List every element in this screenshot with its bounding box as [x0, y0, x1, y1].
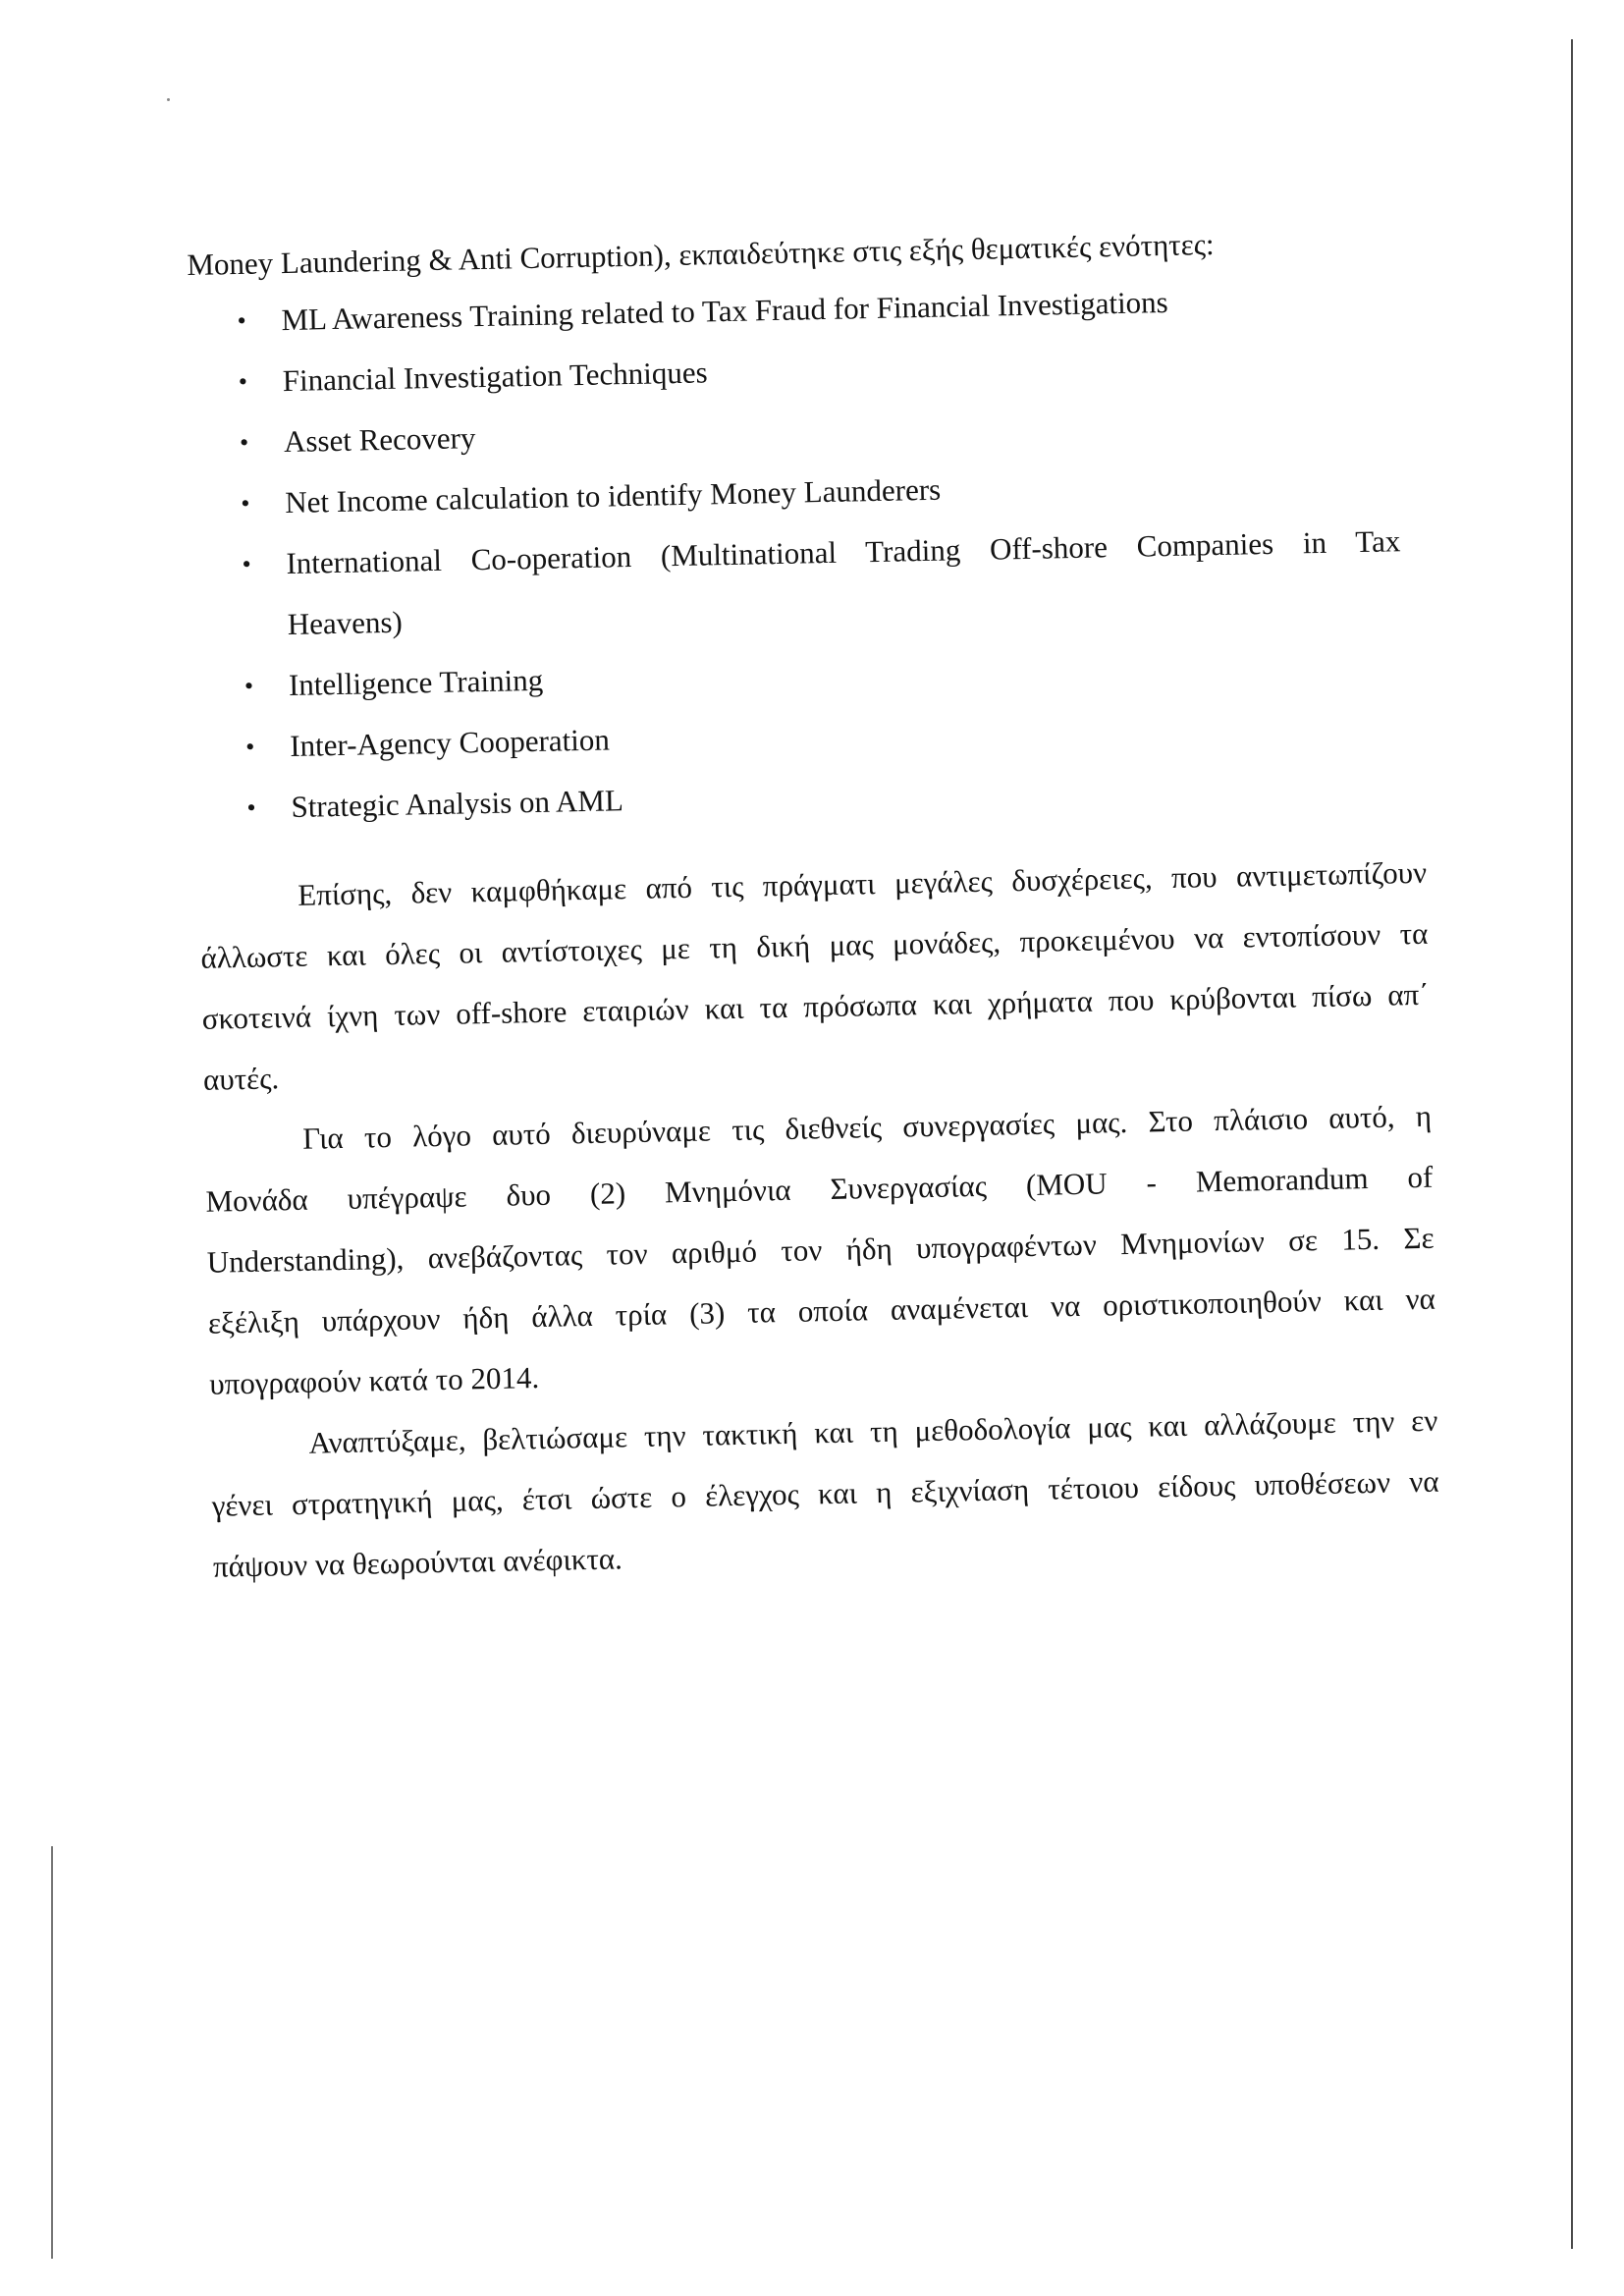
paragraph-strategy — [210, 1401, 1440, 1587]
bullet-icon: • — [237, 305, 246, 335]
paragraph-obstacles — [199, 853, 1431, 1100]
scan-speck — [167, 98, 170, 101]
list-item-text: Inter-Agency Cooperation — [289, 722, 611, 763]
scan-edge-left — [51, 1846, 53, 2259]
document-body — [187, 221, 1441, 1609]
bullet-icon: • — [242, 549, 251, 578]
paragraph-line: Για το λόγο αυτό διευρύναμε τις διεθνείς συνεργασίες μας. Στο πλάισιο αυτό, η — [301, 1098, 1433, 1156]
paragraph-line: Επίσης, δεν καμφθήκαμε από τις πράγματι μεγάλες δυσχέρειες, που αντιμετωπίζουν — [297, 854, 1428, 912]
list-item — [195, 643, 1424, 707]
list-item-text-continued: Heavens) — [287, 604, 404, 642]
paragraph-line: Understanding), ανεβάζοντας τον αριθμό τον ήδη υπογραφέντων Μνημονίων σε 15. Σε — [206, 1220, 1435, 1280]
list-item-text: Intelligence Training — [288, 662, 544, 702]
paragraph-line: Αναπτύξαμε, βελτιώσαμε την τακτική και τη μεθοδολογία μας και αλλάζουμε την εν — [308, 1402, 1438, 1460]
list-item-text: Net Income calculation to identify Money Launderers — [284, 471, 942, 520]
topic-list — [188, 278, 1426, 829]
paragraph-line: υπογραφούν κατά το 2014. — [208, 1360, 540, 1401]
list-item — [189, 339, 1417, 403]
paragraph-line: Μονάδα υπέγραψε δυο (2) Μνημόνια Συνεργασίας (MOU - Memorandum of — [205, 1159, 1434, 1219]
paragraph-line: σκοτεινά ίχνη των off-shore εταιριών και τα πρόσωπα και χρήματα που κρύβονται πίσω απ΄ — [201, 976, 1430, 1036]
list-item — [188, 278, 1416, 342]
intro-line: Money Laundering & Anti Corruption), εκπαιδεύτηκε στις εξής θεματικές ενότητες: — [187, 226, 1215, 282]
paragraph-cooperation — [204, 1097, 1437, 1404]
paragraph-line: άλλωστε και όλες οι αντίστοιχες με τη δική μας μονάδες, προκειμένου να εντοπίσουν τα — [200, 915, 1429, 975]
list-item — [192, 521, 1422, 646]
bullet-icon: • — [240, 488, 250, 518]
list-item — [197, 765, 1426, 829]
paragraph-line: πάψουν να θεωρούνται ανέφικτα. — [212, 1541, 623, 1584]
list-item-text: International Co-operation (Multinational Trading Off-shore Companies in Tax — [286, 523, 1401, 581]
bullet-icon: • — [246, 793, 256, 822]
bullet-icon: • — [244, 732, 255, 761]
bullet-icon: • — [238, 366, 248, 396]
bullet-icon: • — [239, 427, 249, 457]
list-item-text: Financial Investigation Techniques — [282, 355, 708, 399]
list-item — [196, 704, 1425, 768]
list-item — [191, 461, 1420, 524]
bullet-icon: • — [244, 671, 254, 700]
paragraph-line: αυτές. — [202, 1061, 280, 1097]
list-item-text: Asset Recovery — [283, 420, 476, 460]
paragraph-line: γένει στρατηγική μας, έτσι ώστε ο έλεγχος και η εξιχνίαση τέτοιου είδους υποθέσεων να — [211, 1463, 1439, 1523]
list-item-text: ML Awareness Training related to Tax Fraud for Financial Investigations — [281, 284, 1169, 338]
paragraph-line: εξέλιξη υπάρχουν ήδη άλλα τρία (3) τα οποία αναμένεται να οριστικοποιηθούν και να — [207, 1281, 1436, 1340]
list-item-text: Strategic Analysis on AML — [291, 783, 624, 824]
list-item — [190, 400, 1419, 464]
scan-edge-right — [1571, 39, 1573, 2249]
